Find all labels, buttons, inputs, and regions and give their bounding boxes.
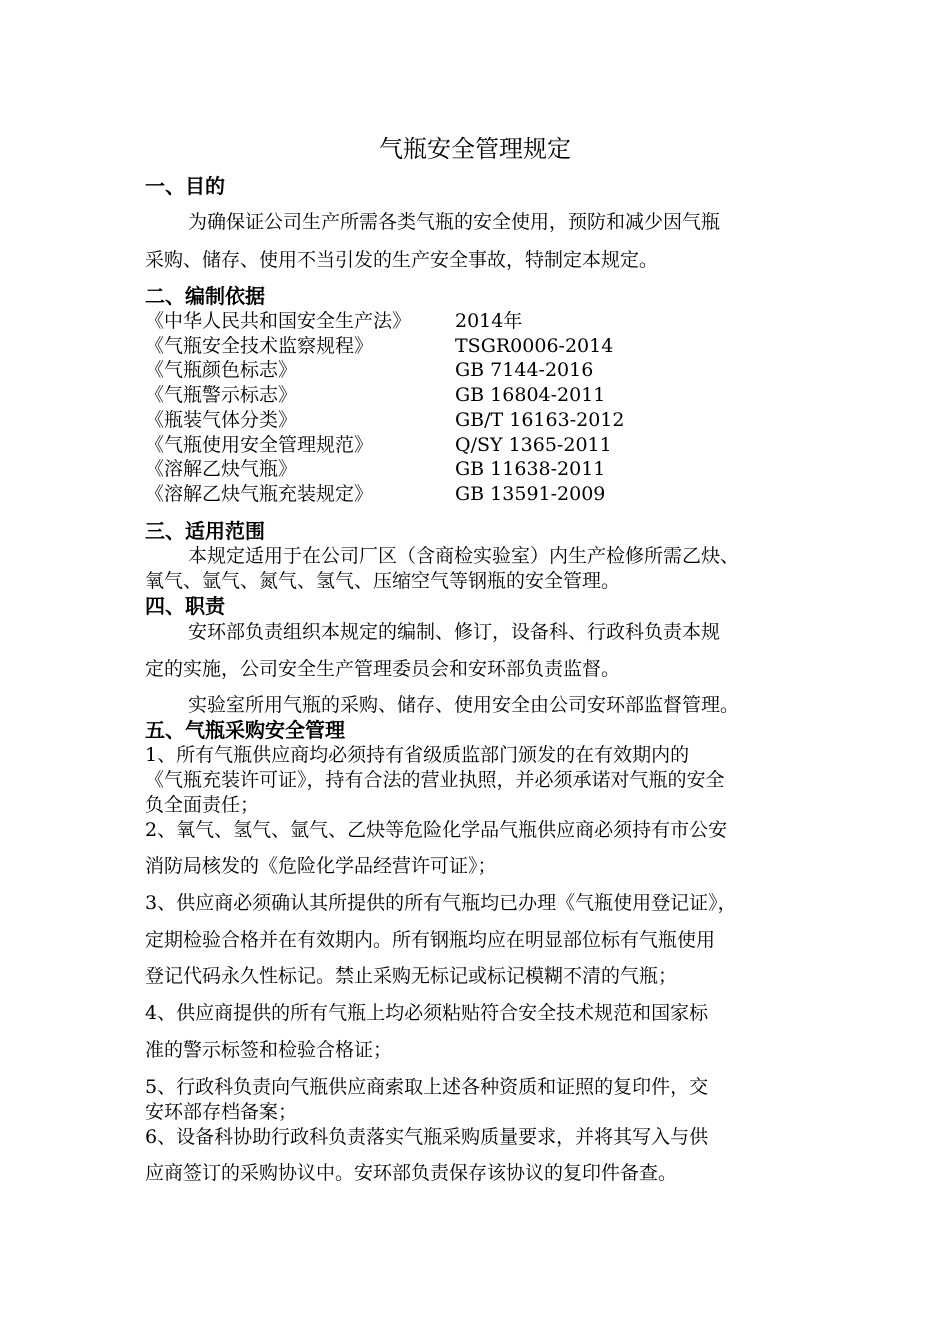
paragraph-line: 定期检验合格并在有效期内。所有钢瓶均应在明显部位标有气瓶使用 (145, 929, 716, 951)
paragraph-line: 5、行政科负责向气瓶供应商索取上述各种资质和证照的复印件，交 (145, 1076, 709, 1098)
section-heading-basis: 二、编制依据 (145, 284, 265, 308)
paragraph-line: 本规定适用于在公司厂区（含商检实验室）内生产检修所需乙炔、 (188, 545, 740, 567)
paragraph-line: 为确保证公司生产所需各类气瓶的安全使用，预防和减少因气瓶 (188, 211, 721, 233)
paragraph-line: 氧气、氩气、氮气、氢气、压缩空气等钢瓶的安全管理。 (145, 570, 621, 592)
paragraph-line: 安环部负责组织本规定的编制、修订，设备科、行政科负责本规 (188, 621, 721, 643)
reference-code: TSGR0006-2014 (455, 335, 614, 357)
section-heading-purpose: 一、目的 (145, 174, 225, 198)
reference-name: 《气瓶安全技术监察规程》 (145, 335, 374, 357)
paragraph-line: 准的警示标签和检验合格证； (145, 1039, 393, 1061)
paragraph-line: 定的实施，公司安全生产管理委员会和安环部负责监督。 (145, 658, 621, 680)
reference-name: 《气瓶颜色标志》 (145, 359, 298, 381)
paragraph-line: 4、供应商提供的所有气瓶上均必须粘贴符合安全技术规范和国家标 (145, 1002, 709, 1024)
reference-name: 《溶解乙炔气瓶》 (145, 458, 298, 480)
reference-name: 《中华人民共和国安全生产法》 (145, 310, 412, 332)
reference-code: Q/SY 1365-2011 (455, 434, 612, 456)
reference-code: GB 16804-2011 (455, 384, 606, 406)
reference-name: 《瓶装气体分类》 (145, 409, 298, 431)
reference-code: GB 7144-2016 (455, 359, 594, 381)
paragraph-line: 6、设备科协助行政科负责落实气瓶采购质量要求，并将其写入与供 (145, 1126, 709, 1148)
paragraph-line: 登记代码永久性标记。禁止采购无标记或标记模糊不清的气瓶； (145, 965, 678, 987)
reference-name: 《溶解乙炔气瓶充装规定》 (145, 483, 374, 505)
reference-code: 2014年 (455, 310, 523, 332)
reference-code: GB 11638-2011 (455, 458, 606, 480)
paragraph-line: 消防局核发的《危险化学品经营许可证》； (145, 855, 497, 877)
paragraph-line: 负全面责任； (145, 794, 260, 816)
reference-name: 《气瓶使用安全管理规范》 (145, 434, 374, 456)
document-title: 气瓶安全管理规定 (379, 135, 571, 163)
reference-code: GB 13591-2009 (455, 483, 606, 505)
paragraph-line: 1、所有气瓶供应商均必须持有省级质监部门颁发的在有效期内的 (145, 744, 690, 766)
section-heading-scope: 三、适用范围 (145, 519, 265, 543)
section-heading-duties: 四、职责 (145, 594, 225, 618)
paragraph-line: 3、供应商必须确认其所提供的所有气瓶均已办理《气瓶使用登记证》， (145, 892, 737, 914)
paragraph-line: 《气瓶充装许可证》，持有合法的营业执照，并必须承诺对气瓶的安全 (145, 769, 725, 791)
section-heading-procurement: 五、气瓶采购安全管理 (145, 718, 345, 742)
paragraph-line: 应商签订的采购协议中。安环部负责保存该协议的复印件备查。 (145, 1162, 678, 1184)
paragraph-line: 采购、储存、使用不当引发的生产安全事故，特制定本规定。 (145, 249, 659, 271)
reference-code: GB/T 16163-2012 (455, 409, 625, 431)
paragraph-line: 2、氧气、氢气、氩气、乙炔等危险化学品气瓶供应商必须持有市公安 (145, 819, 728, 841)
reference-name: 《气瓶警示标志》 (145, 384, 298, 406)
paragraph-line: 实验室所用气瓶的采购、储存、使用安全由公司安环部监督管理。 (188, 694, 740, 716)
paragraph-line: 安环部存档备案； (145, 1101, 298, 1123)
